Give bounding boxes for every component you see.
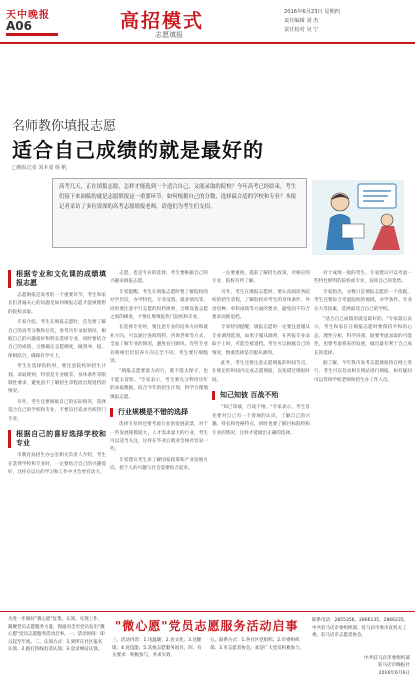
page-code: A06 [6,19,32,33]
paragraph: 在选择专业时，要注意专业的培养方向和就业方向，可以通过查阅资料、咨询老师等方式，全面了解专业的情况，避免盲目跟风。有些专业名称相近但培养方向完全不同，考生要仔细甄别。 [110,325,208,365]
proofer-credit: 责任校对 吴 宁 [284,27,319,33]
paragraph: 专家提醒，考生在填报志愿时要了解院校的办学层次、办学特色、专业设置、就业情况等，同时要注意平行志愿的投档规则，合理设置志愿之间的梯度，不要扎堆填报热门院校和专业。 [110,289,208,321]
paragraph: 据了解，今年我市高考志愿填报将在网上进行，考生可以登录相关网站进行填报，如有疑问可以咨询学校老师和招生办工作人员。 [314,361,412,383]
paragraph: 另外，考生还要根据自己的实际情况，选择适合自己的学校和专业，不要盲目追求名校热门专业。 [8,399,106,422]
paragraph: 对于成绩一般的考生，专家建议可以考虑一些特色鲜明的院校或专业，发挥自己的优势。 [314,271,412,285]
paragraph: 选择专业时还要考虑行业的发展前景，对于一些发展规模较大、人才需求量大的行业，考生可以适当关注，这样在毕业后就业会相对容易一些。 [110,422,208,453]
student-illustration [312,180,404,255]
announcement-contact: 五、联系方式：1.各社区党组织；2.市委组织部；3.市志愿者协会。欢迎广大党员积极参与。 [210,638,305,651]
paragraph: 志愿，也是专业的选择，考生要根据自己的兴趣来填报志愿。 [110,271,208,285]
subhead-4: 知己知彼 百战不殆 [212,391,310,400]
footer-rule [0,611,415,612]
paragraph: 市教育局招生办公室相关负责人介绍，考生在选择学校和专业时，一定要结合自己的兴趣爱好，这样在以后的学习和工作中才会更有动力。 [8,453,106,475]
paragraph: 此外，考生还要注意志愿填报的时间节点，在规定的时间内完成志愿填报，以免错过填报时间。 [212,361,310,383]
article-lead: 高考几天，正在填报志愿，怎样才能选到一个适合自己、又能录取的院校？今年高考已经结束，考生们接下来面临的就是志愿填报这一重要环节。如何根据自己的分数，选择最合适的学校和专业？本报记者采访了多位资深的高考志愿填报老师，请他们为考生们支招。 [52,178,307,248]
subhead-2: 根据自己的喜好选择学校和专业 [8,430,106,448]
article-column-1 [8,270,106,610]
announcement-signature: 中共驻马店市委组织部 驻马店市晚报社 2016年6月6日 [364,656,410,676]
paragraph: "填报志愿要量力而行，既不能太保守，也不能太冒险。"专家表示，考生要充分利用历年的录取数据，结合今年的招生计划，科学合理地填报志愿。 [110,369,208,400]
announcement-intro: 为进一步做好"微心愿"征集、认领、兑现工作，凝聚党员志愿服务力量，现面向全市党员发出"微心愿"党员志愿服务活动启事。一、活动时间：即日起至年底。二、认领方式：1.到所在社区报名认领；2.拨打热线电话认领；3.登录网站认领。 [8,617,105,653]
paragraph: 专家特别提醒，填报志愿时一定要注意服从专业调剂选项，如果不服从调剂，在所报专业录取不上时，可能会被退档。考生可以根据自己的情况，慎重选择是否服从调剂。 [212,325,310,356]
edition-bar [6,33,58,36]
paragraph: 志愿填报是高考的一个重要环节，考生和家长们普遍关心的问题是如何填报志愿才能被理想的院校录取。 [8,293,106,315]
newspaper-logo: 天中晚报 [6,10,50,21]
paragraph: "知己知彼，百战不殆。"专家表示，考生首先要对自己有一个客观的认识，了解自己的兴趣、特长和性格特点，同时也要了解目标院校和专业的情况，这样才能做出正确的选择。 [212,405,310,436]
header-rule [0,42,415,44]
section-title: 高招模式 [120,10,205,32]
article-headline: 适合自己成绩的就是最好的 [12,138,264,162]
article-column-4 [314,270,412,610]
subhead-3: 行业规模是不错的选择 [110,408,208,417]
article-byline: □晚报记者 刘本成 杨 帆 [12,165,67,171]
paragraph: 专家介绍，考生在填报志愿时，首先要了解自己的高考分数和位次，参考历年录取情况，根据自己的兴趣爱好和特长选择专业，同时要结合自己的成绩，合理确定志愿梯度，做到冲、稳、保相结合，确保有学可上。 [8,320,106,359]
paragraph: 考生在选择院校时，要注意院校的招生计划、录取规则，特别是专业级差、身体条件等限制性要求，避免因不了解招生章程而出现退档的情况。 [8,364,106,395]
article-column-2 [110,270,208,610]
paragraph: 一定要重视，提前了解招生政策，对相应的专业、院校有所了解。 [212,271,310,285]
announcement-phone: 联系电话：2855356、2866135、2866235。中共驻马店市委组织部、驻马店市委市直机关工委、驻马店市志愿者协会。 [312,618,409,639]
announcement-title: "微心愿"党员志愿服务活动启事 [115,619,299,633]
subhead-1: 根据专业和文化课的成绩填报志愿 [8,270,106,288]
paragraph: 专家指出，分数只是填报志愿的一个依据，考生还要综合考虑院校的地域、办学条件、专业实力等因素，选择最适合自己的学校。 [314,289,412,312]
section-subtitle: 志愿填报 [155,31,183,39]
issue-date: 2016年6月23日 星期四 [284,9,340,15]
article-column-3 [212,270,310,610]
paragraph: "适合自己成绩的就是最好的。"专家最后表示，考生和家长在填报志愿时要保持平和的心态，理性分析，科学决策，既要考虑录取的可能性，也要考虑将来的发展，做出最有利于自己成长的选择。 [314,317,412,356]
article-kicker: 名师教你填报志愿 [12,119,117,134]
announcement-content: 三、活动内容：1.送温暖；2.送文化；3.送健康；4.送技能；5.其他志愿服务项目。四、有关要求：积极参与，务求实效。 [112,638,202,659]
paragraph: 专家建议考生多了解国家政策和产业发展方向，把个人的兴趣与社会需要结合起来。 [110,457,208,472]
paragraph: 另外，考生在填报志愿时，要认真阅读各院校的招生章程，了解院校对考生的身体条件、外语语种、单科成绩等方面的要求，避免因不符合要求而被退档。 [212,289,310,321]
editor-credit: 责任编辑 刘 杰 [284,18,319,24]
